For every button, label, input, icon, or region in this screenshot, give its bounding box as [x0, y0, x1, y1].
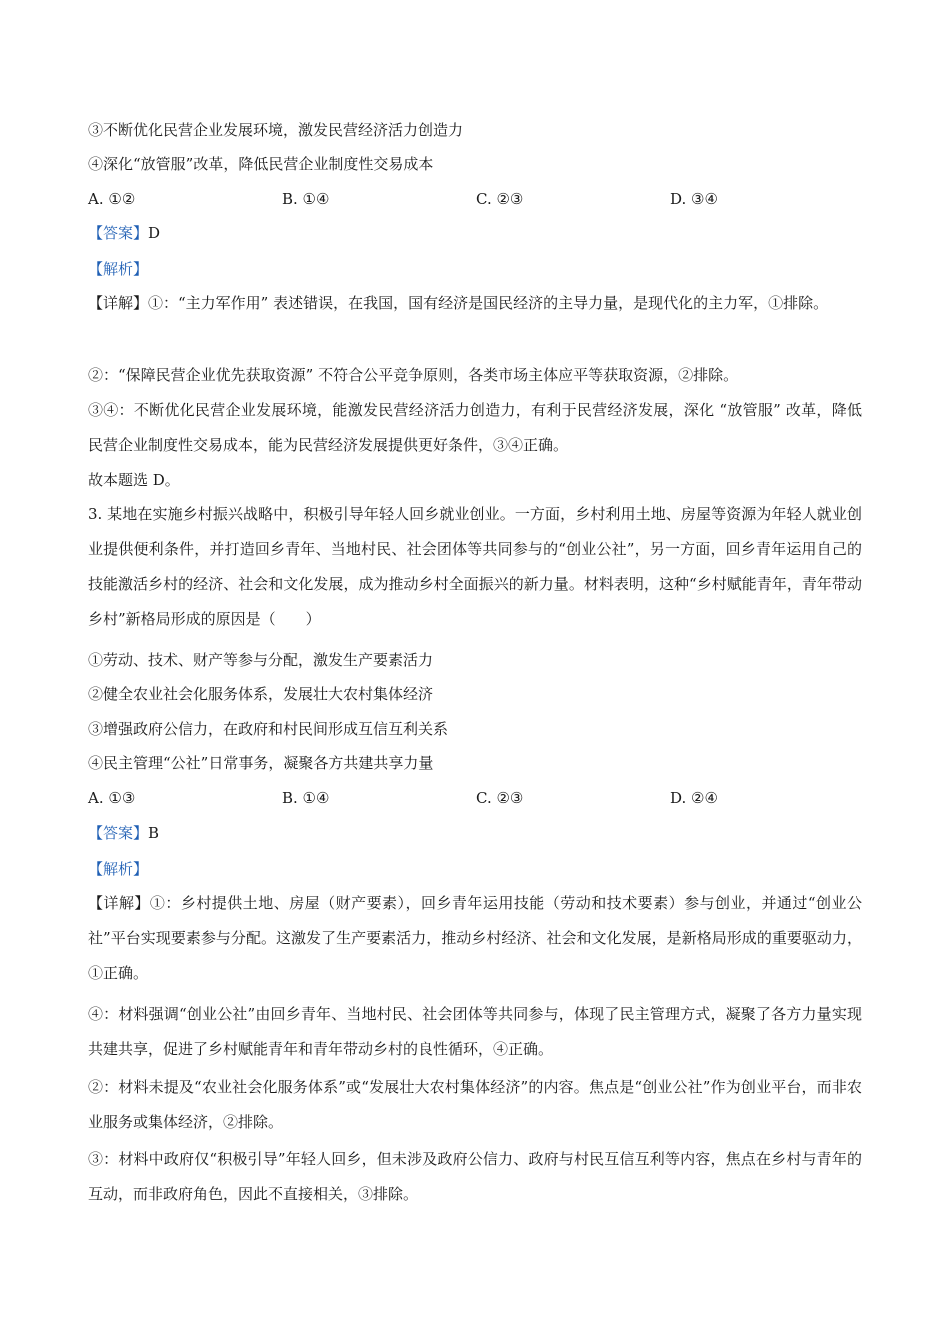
q3-statement-1: ①劳动、技术、财产等参与分配，激发生产要素活力: [88, 651, 434, 669]
q3-stem: 3. 某地在实施乡村振兴战略中，积极引导年轻人回乡就业创业。一方面，乡村利用土地、房屋等资源为年轻人就业创业提供便利条件，并打造回乡青年、当地村民、社会团体等共同参与的“创业公社”，另一方面，回乡青年运用自己的技能激活乡村的经济、社会和文化发展，成为推动乡村全面振兴的新力量。材料表明，这种“乡村赋能青年，青年带动乡村”新格局形成的原因是（ ）: [88, 505, 862, 628]
detail-text: ①：“主力军作用” 表述错误，在我国，国有经济是国民经济的主导力量，是现代化的主力军，①排除。: [148, 294, 829, 312]
analysis-tag: 【解析】: [88, 260, 149, 278]
q2-option-c: C. ②③: [476, 190, 524, 208]
q2-option-a: A. ①②: [88, 190, 136, 208]
q3-detail-3: ③：材料中政府仅“积极引导”年轻人回乡，但未涉及政府公信力、政府与村民互信互利等内容，焦点在乡村与青年的互动，而非政府角色，因此不直接相关，③排除。: [88, 1150, 862, 1203]
q3-statement-3: ③增强政府公信力，在政府和村民间形成互信互利关系: [88, 720, 449, 738]
q3-detail-4: ④：材料强调“创业公社”由回乡青年、当地村民、社会团体等共同参与，体现了民主管理方式，凝聚了各方力量实现共建共享，促进了乡村赋能青年和青年带动乡村的良性循环，④正确。: [88, 1005, 862, 1058]
q2-statement-4: ④深化“放管服”改革，降低民营企业制度性交易成本: [88, 155, 434, 173]
q2-conclusion: 故本题选 D。: [88, 471, 180, 489]
q3-analysis-heading: [88, 859, 148, 879]
q3-option-a: A. ①③: [88, 789, 136, 807]
analysis-tag: 【解析】: [88, 860, 149, 878]
q3-detail-1: [88, 886, 862, 991]
q2-statement-3: ③不断优化民营企业发展环境，激发民营经济活力创造力: [88, 121, 464, 139]
q3-option-b: B. ①④: [282, 789, 330, 807]
answer-value: D: [148, 224, 161, 242]
q3-detail-2: ②：材料未提及“农业社会化服务体系”或“发展壮大农村集体经济”的内容。焦点是“创业公社”作为创业平台，而非农业服务或集体经济，②排除。: [88, 1078, 862, 1131]
q2-detail-1: [88, 286, 862, 321]
detail-tag: 【详解】: [88, 894, 150, 912]
q3-option-d: D. ②④: [670, 789, 718, 807]
q2-option-b: B. ①④: [282, 190, 330, 208]
detail-text: ①：乡村提供土地、房屋（财产要素），回乡青年运用技能（劳动和技术要素）参与创业，并通过“创业公社”平台实现要素参与分配。这激发了生产要素活力，推动乡村经济、社会和文化发展，是新格局形成的重要驱动力，①正确。: [88, 894, 862, 982]
q3-statement-4: ④民主管理“公社”日常事务，凝聚各方共建共享力量: [88, 754, 434, 772]
answer-tag: 【答案】: [88, 824, 149, 842]
q2-analysis-heading: [88, 259, 148, 279]
answer-tag: 【答案】: [88, 224, 149, 242]
q2-option-d: D. ③④: [670, 190, 718, 208]
q2-detail-3: ③④：不断优化民营企业发展环境，能激发民营经济活力创造力，有利于民营经济发展，深化 “放管服” 改革，降低民营企业制度性交易成本，能为民营经济发展提供更好条件，③④正确。: [88, 401, 862, 454]
answer-value: B: [148, 824, 160, 842]
q3-option-c: C. ②③: [476, 789, 524, 807]
q3-statement-2: ②健全农业社会化服务体系，发展壮大农村集体经济: [88, 685, 434, 703]
q3-answer: [88, 823, 159, 843]
detail-tag: 【详解】: [88, 294, 149, 312]
q2-answer: [88, 223, 160, 243]
q2-detail-2: ②：“保障民营企业优先获取资源” 不符合公平竞争原则，各类市场主体应平等获取资源，②排除。: [88, 366, 739, 384]
